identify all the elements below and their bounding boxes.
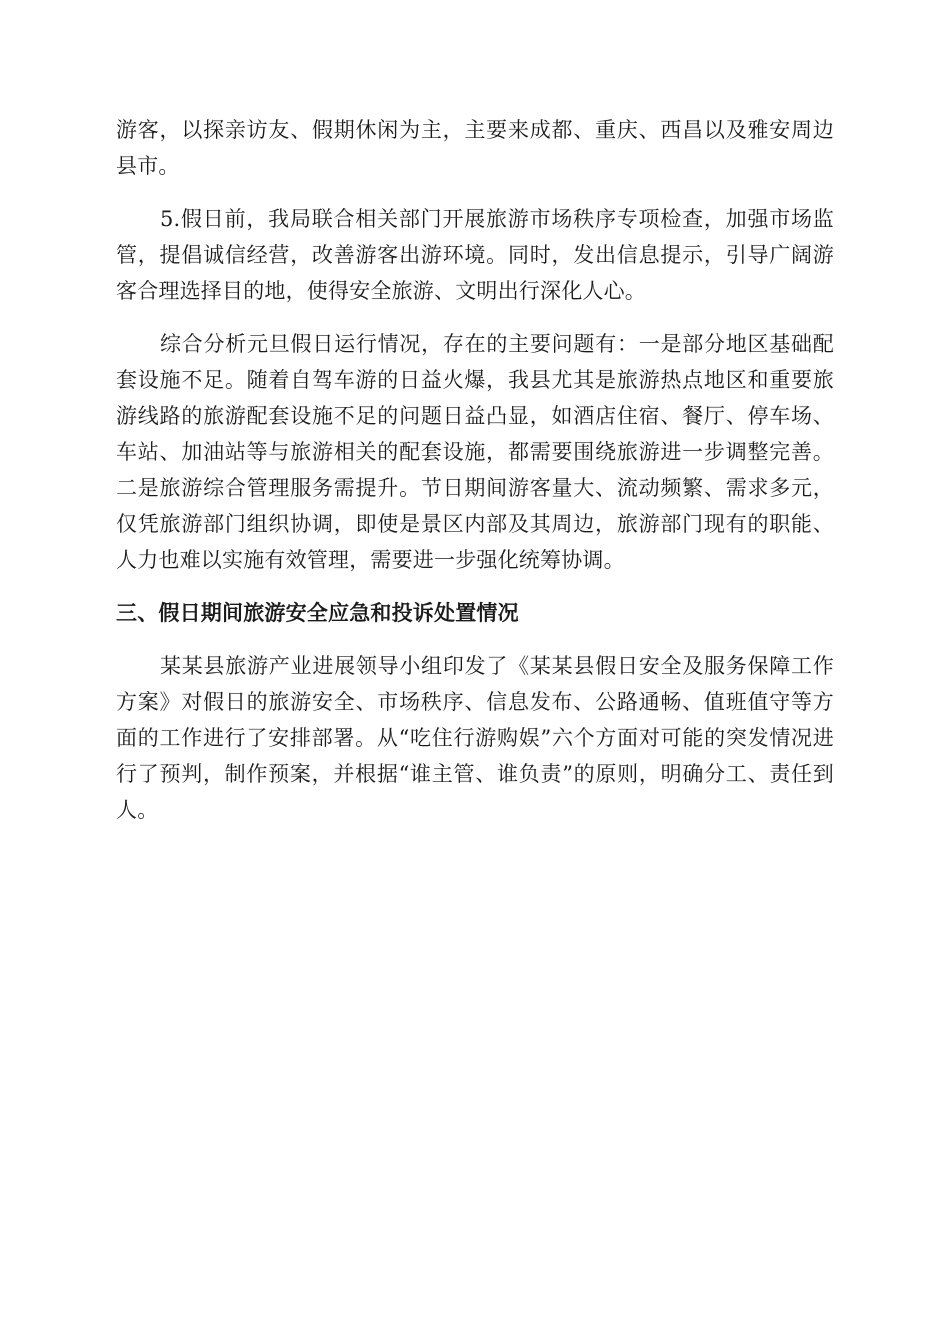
paragraph-continuation: 游客，以探亲访友、假期休闲为主，主要来成都、重庆、西昌以及雅安周边县市。 [116,118,834,178]
section-heading: 三、假日期间旅游安全应急和投诉处置情况 [116,601,519,625]
paragraph-item-5: 5.假日前，我局联合相关部门开展旅游市场秩序专项检查，加强市场监管，提倡诚信经营，改善游客出游环境。同时，发出信息提示，引导广阔游客合理选择目的地，使得安全旅游、文明出行深化人心。 [116,207,834,303]
section-paragraph: 某某县旅游产业进展领导小组印发了《某某县假日安全及服务保障工作方案》对假日的旅游安全、市场秩序、信息发布、公路通畅、值班值守等方面的工作进行了安排部署。从“吃住行游购娱”六个方面对可能的突发情况进行了预判，制作预案，并根据“谁主管、谁负责”的原则，明确分工、责任到人。 [116,654,834,822]
document-body [116,112,834,845]
paragraph-analysis: 综合分析元旦假日运行情况，存在的主要问题有：一是部分地区基础配套设施不足。随着自驾车游的日益火爆，我县尤其是旅游热点地区和重要旅游线路的旅游配套设施不足的问题日益凸显，如酒店住宿、餐厅、停车场、车站、加油站等与旅游相关的配套设施，都需要围绕旅游进一步调整完善。二是旅游综合管理服务需提升。节日期间游客量大、流动频繁、需求多元，仅凭旅游部门组织协调，即使是景区内部及其周边，旅游部门现有的职能、人力也难以实施有效管理，需要进一步强化统筹协调。 [116,332,834,572]
